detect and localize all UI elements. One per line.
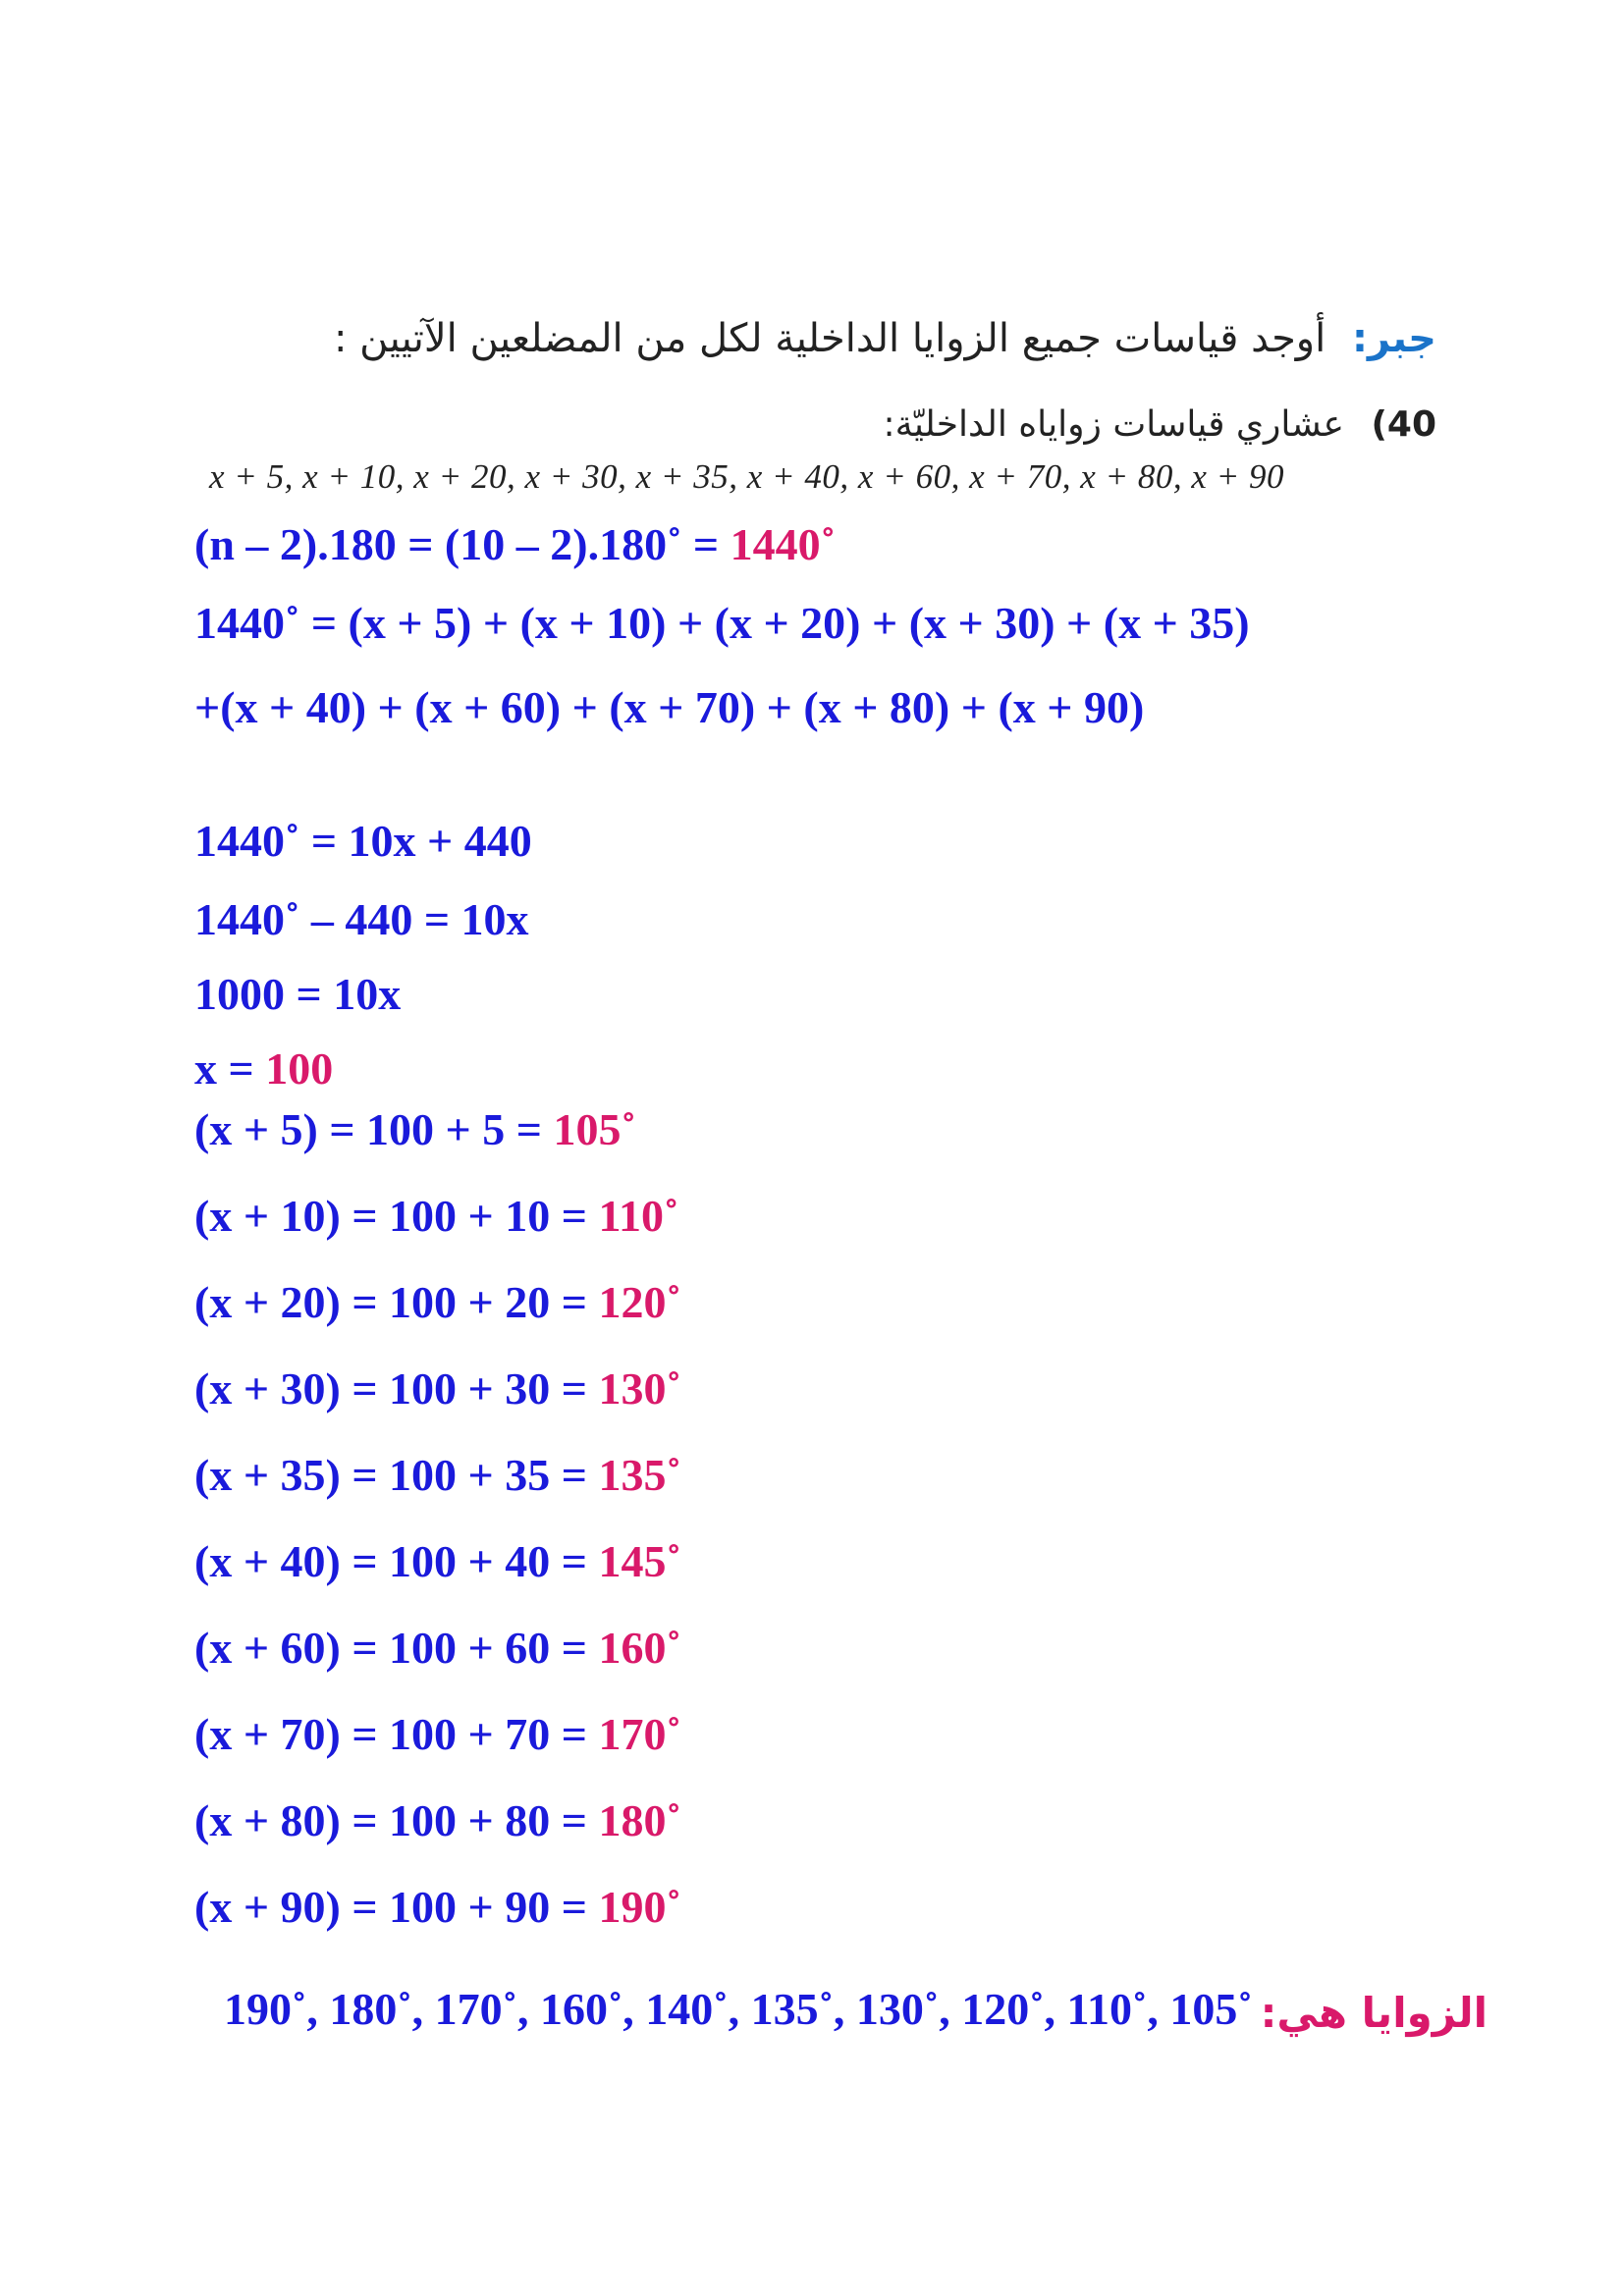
question-number: 40) [1371,404,1436,445]
angle-result: 120˚ [598,1277,681,1327]
section-tag: جبر: [1351,316,1436,361]
angle-expression: (x + 20) = 100 + 20 = [194,1277,587,1327]
angle-row [194,1103,636,1155]
angle-row [194,1881,681,1933]
angle-result: 170˚ [598,1709,681,1759]
equation-line-2: +(x + 40) + (x + 60) + (x + 70) + (x + 80) + (x + 90) [194,682,1145,732]
angle-result: 105˚ [553,1104,636,1154]
angle-expression: (x + 35) = 100 + 35 = [194,1450,587,1500]
angle-result: 190˚ [598,1882,681,1932]
x-value-line [194,1042,333,1095]
final-label: الزوايا هي: [1260,1989,1488,2037]
angle-row [194,1190,678,1242]
equation-line-3: 1440˚ = 10x + 440 [194,816,532,866]
angle-row [194,1708,681,1760]
angle-row [194,1449,681,1501]
angle-row [194,1535,681,1587]
question [884,404,1437,445]
question-text: عشاري قياسات زواياه الداخليّة: [883,404,1344,445]
angle-row [194,1276,681,1328]
angle-expression: (x + 5) = 100 + 5 = [194,1104,542,1154]
angle-row [194,1362,681,1415]
angle-expression: (x + 60) = 100 + 60 = [194,1623,587,1673]
equation-line-4: 1440˚ – 440 = 10x [194,894,529,944]
angle-sum-value: 1440˚ [730,519,836,569]
angle-expression: (x + 40) = 100 + 40 = [194,1536,587,1586]
problem-header [334,316,1436,361]
final-angles: 190˚, 180˚, 170˚, 160˚, 140˚, 135˚, 130˚, 120˚, 110˚, 105˚ [224,1984,1253,2034]
equation-line-5: 1000 = 10x [194,969,402,1019]
angle-sum-formula: (n – 2).180 = (10 – 2).180˚ = [194,519,720,569]
x-value: 100 [265,1043,334,1094]
angle-expression: (x + 90) = 100 + 90 = [194,1882,587,1932]
angle-expression: (x + 80) = 100 + 80 = [194,1795,587,1845]
angle-expression: (x + 30) = 100 + 30 = [194,1363,587,1414]
angle-expression: (x + 70) = 100 + 70 = [194,1709,587,1759]
angle-row [194,1794,681,1846]
x-label: x = [194,1043,254,1094]
angle-row [194,1622,681,1674]
equation-line-1: 1440˚ = (x + 5) + (x + 10) + (x + 20) + (x + 30) + (x + 35) [194,598,1250,648]
angle-result: 145˚ [598,1536,681,1586]
angle-result: 110˚ [598,1191,679,1241]
problem-instruction: أوجد قياسات جميع الزوايا الداخلية لكل من المضلعين الآتيين : [333,316,1326,361]
angle-result: 130˚ [598,1363,681,1414]
angle-sum-line [194,518,836,570]
angle-result: 180˚ [598,1795,681,1845]
angle-result: 135˚ [598,1450,681,1500]
given-angles: x + 5, x + 10, x + 20, x + 30, x + 35, x + 40, x + 60, x + 70, x + 80, x + 90 [209,457,1285,496]
angle-result: 160˚ [598,1623,681,1673]
angle-expression: (x + 10) = 100 + 10 = [194,1191,587,1241]
